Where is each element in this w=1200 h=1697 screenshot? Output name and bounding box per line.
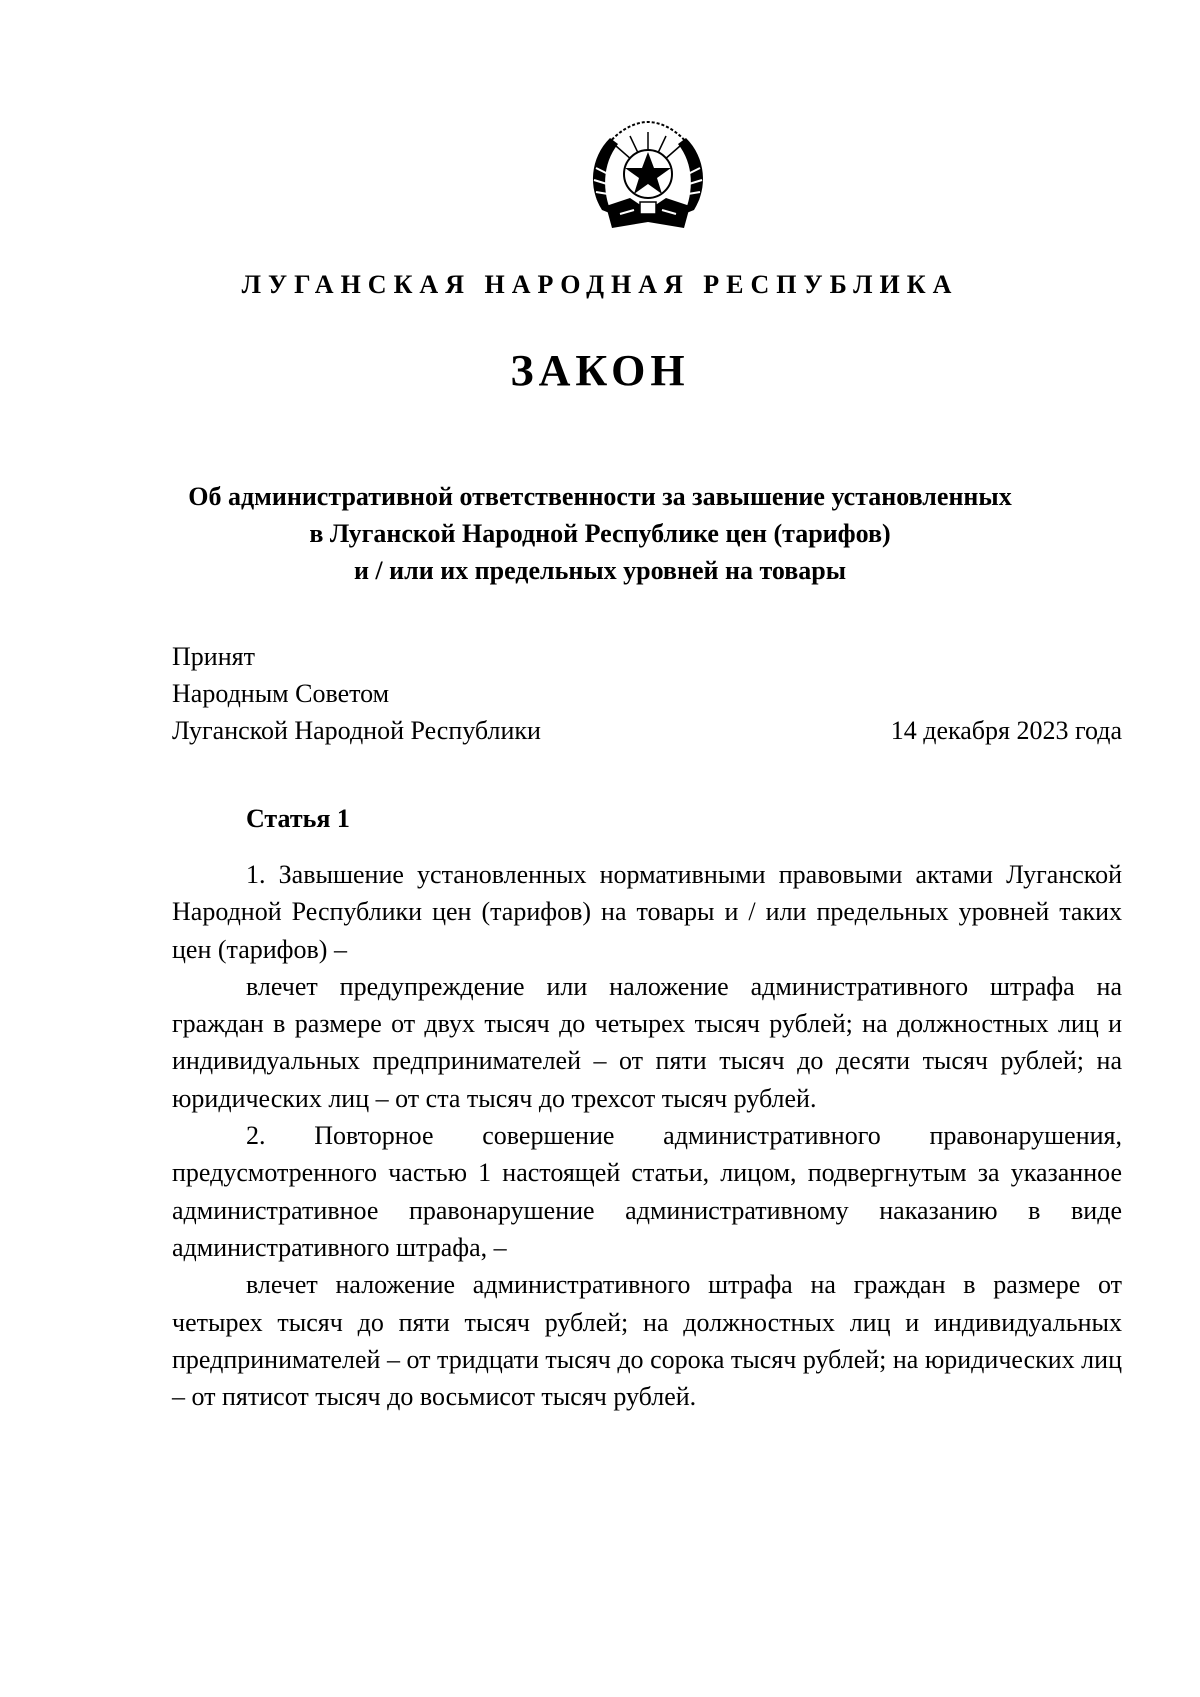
adoption-block bbox=[172, 638, 1122, 749]
article-paragraph: 2. Повторное совершение административного правонарушения, предусмотренного частью 1 настоящей статьи, лицом, подвергнутым за указанное административное правонарушение административному наказанию в виде административного штрафа, – bbox=[172, 1121, 1122, 1262]
coat-of-arms-icon bbox=[580, 118, 716, 236]
article-paragraph: 1. Завышение установленных нормативными правовыми актами Луганской Народной Республики цен (тарифов) на товары и / или предельных уровней таких цен (тарифов) – bbox=[172, 860, 1122, 964]
law-title-line: Об административной ответственности за завышение установленных bbox=[188, 482, 1012, 511]
law-title-line: в Луганской Народной Республике цен (тарифов) bbox=[309, 519, 891, 548]
law-title-line: и / или их предельных уровней на товары bbox=[353, 556, 847, 585]
document-type: ЗАКОН bbox=[510, 346, 690, 395]
article-body bbox=[172, 856, 1122, 1415]
article-paragraph: влечет наложение административного штрафа на граждан в размере от четырех тысяч до пяти тысяч рублей; на должностных лиц и индивидуальных предпринимателей – от тридцати тысяч до сорока тысяч рублей; на юридических лиц – от пятисот тысяч до восьмисот тысяч рублей. bbox=[172, 1270, 1122, 1412]
state-name: ЛУГАНСКАЯ НАРОДНАЯ РЕСПУБЛИКА bbox=[241, 270, 959, 299]
adoption-line: Принят bbox=[172, 642, 255, 671]
adoption-line: Луганской Народной Республики bbox=[172, 716, 541, 745]
law-title bbox=[150, 478, 1050, 589]
adoption-line: Народным Советом bbox=[172, 679, 390, 708]
adoption-date: 14 декабря 2023 года bbox=[890, 716, 1122, 745]
article-paragraph: влечет предупреждение или наложение административного штрафа на граждан в размере от двух тысяч до четырех тысяч рублей; на должностных лиц и индивидуальных предпринимателей – от пяти тысяч до десяти тысяч рублей; на юридических лиц – от ста тысяч до трехсот тысяч рублей. bbox=[172, 971, 1122, 1113]
article-heading: Статья 1 bbox=[246, 804, 350, 833]
